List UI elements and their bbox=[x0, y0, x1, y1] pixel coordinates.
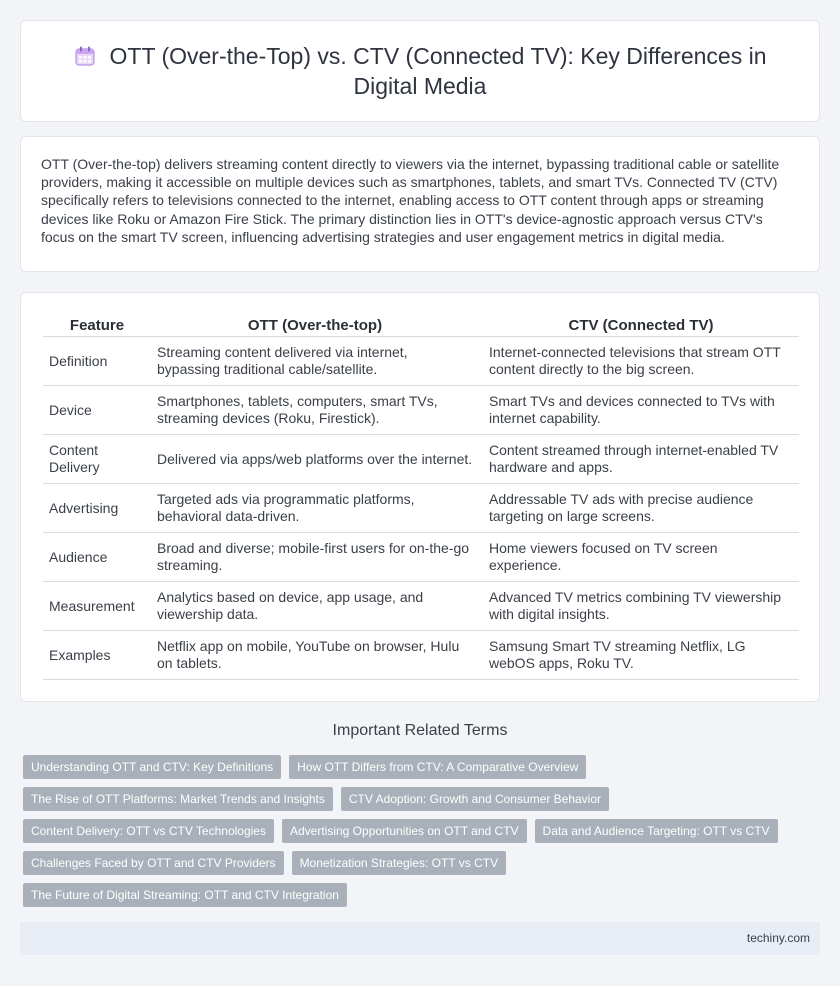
related-term-tag[interactable]: The Future of Digital Streaming: OTT and CTV Integration bbox=[23, 883, 347, 907]
related-term-tag[interactable]: Understanding OTT and CTV: Key Definitions bbox=[23, 755, 281, 779]
header-ctv: CTV (Connected TV) bbox=[568, 317, 714, 334]
row-feature: Audience bbox=[43, 533, 151, 582]
footer bbox=[20, 922, 820, 955]
row-ctv: Internet-connected televisions that stream OTT content directly to the big screen. bbox=[483, 337, 799, 386]
table-row bbox=[43, 435, 799, 484]
header-card bbox=[20, 20, 820, 122]
row-feature: Advertising bbox=[43, 484, 151, 533]
row-feature: Measurement bbox=[43, 582, 151, 631]
related-term-tag[interactable]: How OTT Differs from CTV: A Comparative Overview bbox=[289, 755, 586, 779]
table-row bbox=[43, 337, 799, 386]
calendar-icon bbox=[74, 45, 96, 67]
row-ott: Delivered via apps/web platforms over the internet. bbox=[151, 435, 479, 484]
row-ott: Smartphones, tablets, computers, smart TVs, streaming devices (Roku, Firestick). bbox=[151, 386, 479, 435]
row-feature: Content Delivery bbox=[43, 435, 151, 484]
row-ott: Netflix app on mobile, YouTube on browser, Hulu on tablets. bbox=[151, 631, 479, 680]
table-row bbox=[43, 386, 799, 435]
table-row bbox=[43, 582, 799, 631]
row-ctv: Home viewers focused on TV screen experience. bbox=[483, 533, 799, 582]
row-feature: Definition bbox=[43, 337, 151, 386]
page-title bbox=[61, 41, 779, 101]
related-term-tag[interactable]: Content Delivery: OTT vs CTV Technologies bbox=[23, 819, 274, 843]
row-ctv: Content streamed through internet-enabled TV hardware and apps. bbox=[483, 435, 799, 484]
row-ott: Streaming content delivered via internet, bypassing traditional cable/satellite. bbox=[151, 337, 479, 386]
row-ctv: Samsung Smart TV streaming Netflix, LG webOS apps, Roku TV. bbox=[483, 631, 799, 680]
header-feature: Feature bbox=[69, 317, 125, 334]
table-row bbox=[43, 533, 799, 582]
related-terms-tags bbox=[23, 755, 823, 915]
row-feature: Examples bbox=[43, 631, 151, 680]
row-ott: Targeted ads via programmatic platforms, behavioral data-driven. bbox=[151, 484, 479, 533]
comparison-table bbox=[43, 313, 799, 680]
row-ctv: Addressable TV ads with precise audience targeting on large screens. bbox=[483, 484, 799, 533]
row-ott: Broad and diverse; mobile-first users for on-the-go streaming. bbox=[151, 533, 479, 582]
related-term-tag[interactable]: Advertising Opportunities on OTT and CTV bbox=[282, 819, 527, 843]
page-title-text: OTT (Over-the-Top) vs. CTV (Connected TV): Key Differences in Digital Media bbox=[109, 43, 767, 99]
footer-site-link[interactable]: techiny.com bbox=[746, 931, 810, 945]
related-term-tag[interactable]: CTV Adoption: Growth and Consumer Behavior bbox=[341, 787, 609, 811]
row-ctv: Advanced TV metrics combining TV viewership with digital insights. bbox=[483, 582, 799, 631]
related-terms-title: Important Related Terms bbox=[332, 722, 508, 739]
intro-paragraph: OTT (Over-the-top) delivers streaming content directly to viewers via the internet, bypassing traditional cable or satellite providers, making it accessible on multiple devices such as smartphones, tablets, and smart TVs. Connected TV (CTV) specifically refers to televisions connected to the internet, enabling access to OTT content through apps or streaming devices like Roku or Amazon Fire Stick. The primary distinction lies in OTT's device-agnostic approach versus CTV's focus on the smart TV screen, influencing advertising strategies and user engagement metrics in digital media. bbox=[41, 156, 780, 245]
comparison-table-card bbox=[20, 292, 820, 702]
related-term-tag[interactable]: The Rise of OTT Platforms: Market Trends and Insights bbox=[23, 787, 333, 811]
header-ott: OTT (Over-the-top) bbox=[247, 317, 383, 334]
row-ott: Analytics based on device, app usage, and viewership data. bbox=[151, 582, 479, 631]
related-term-tag[interactable]: Challenges Faced by OTT and CTV Providers bbox=[23, 851, 284, 875]
related-term-tag[interactable]: Data and Audience Targeting: OTT vs CTV bbox=[535, 819, 778, 843]
intro-card bbox=[20, 136, 820, 272]
related-term-tag[interactable]: Monetization Strategies: OTT vs CTV bbox=[292, 851, 507, 875]
row-feature: Device bbox=[43, 386, 151, 435]
row-ctv: Smart TVs and devices connected to TVs with internet capability. bbox=[483, 386, 799, 435]
table-row bbox=[43, 484, 799, 533]
table-header-row bbox=[43, 313, 799, 337]
table-row bbox=[43, 631, 799, 680]
